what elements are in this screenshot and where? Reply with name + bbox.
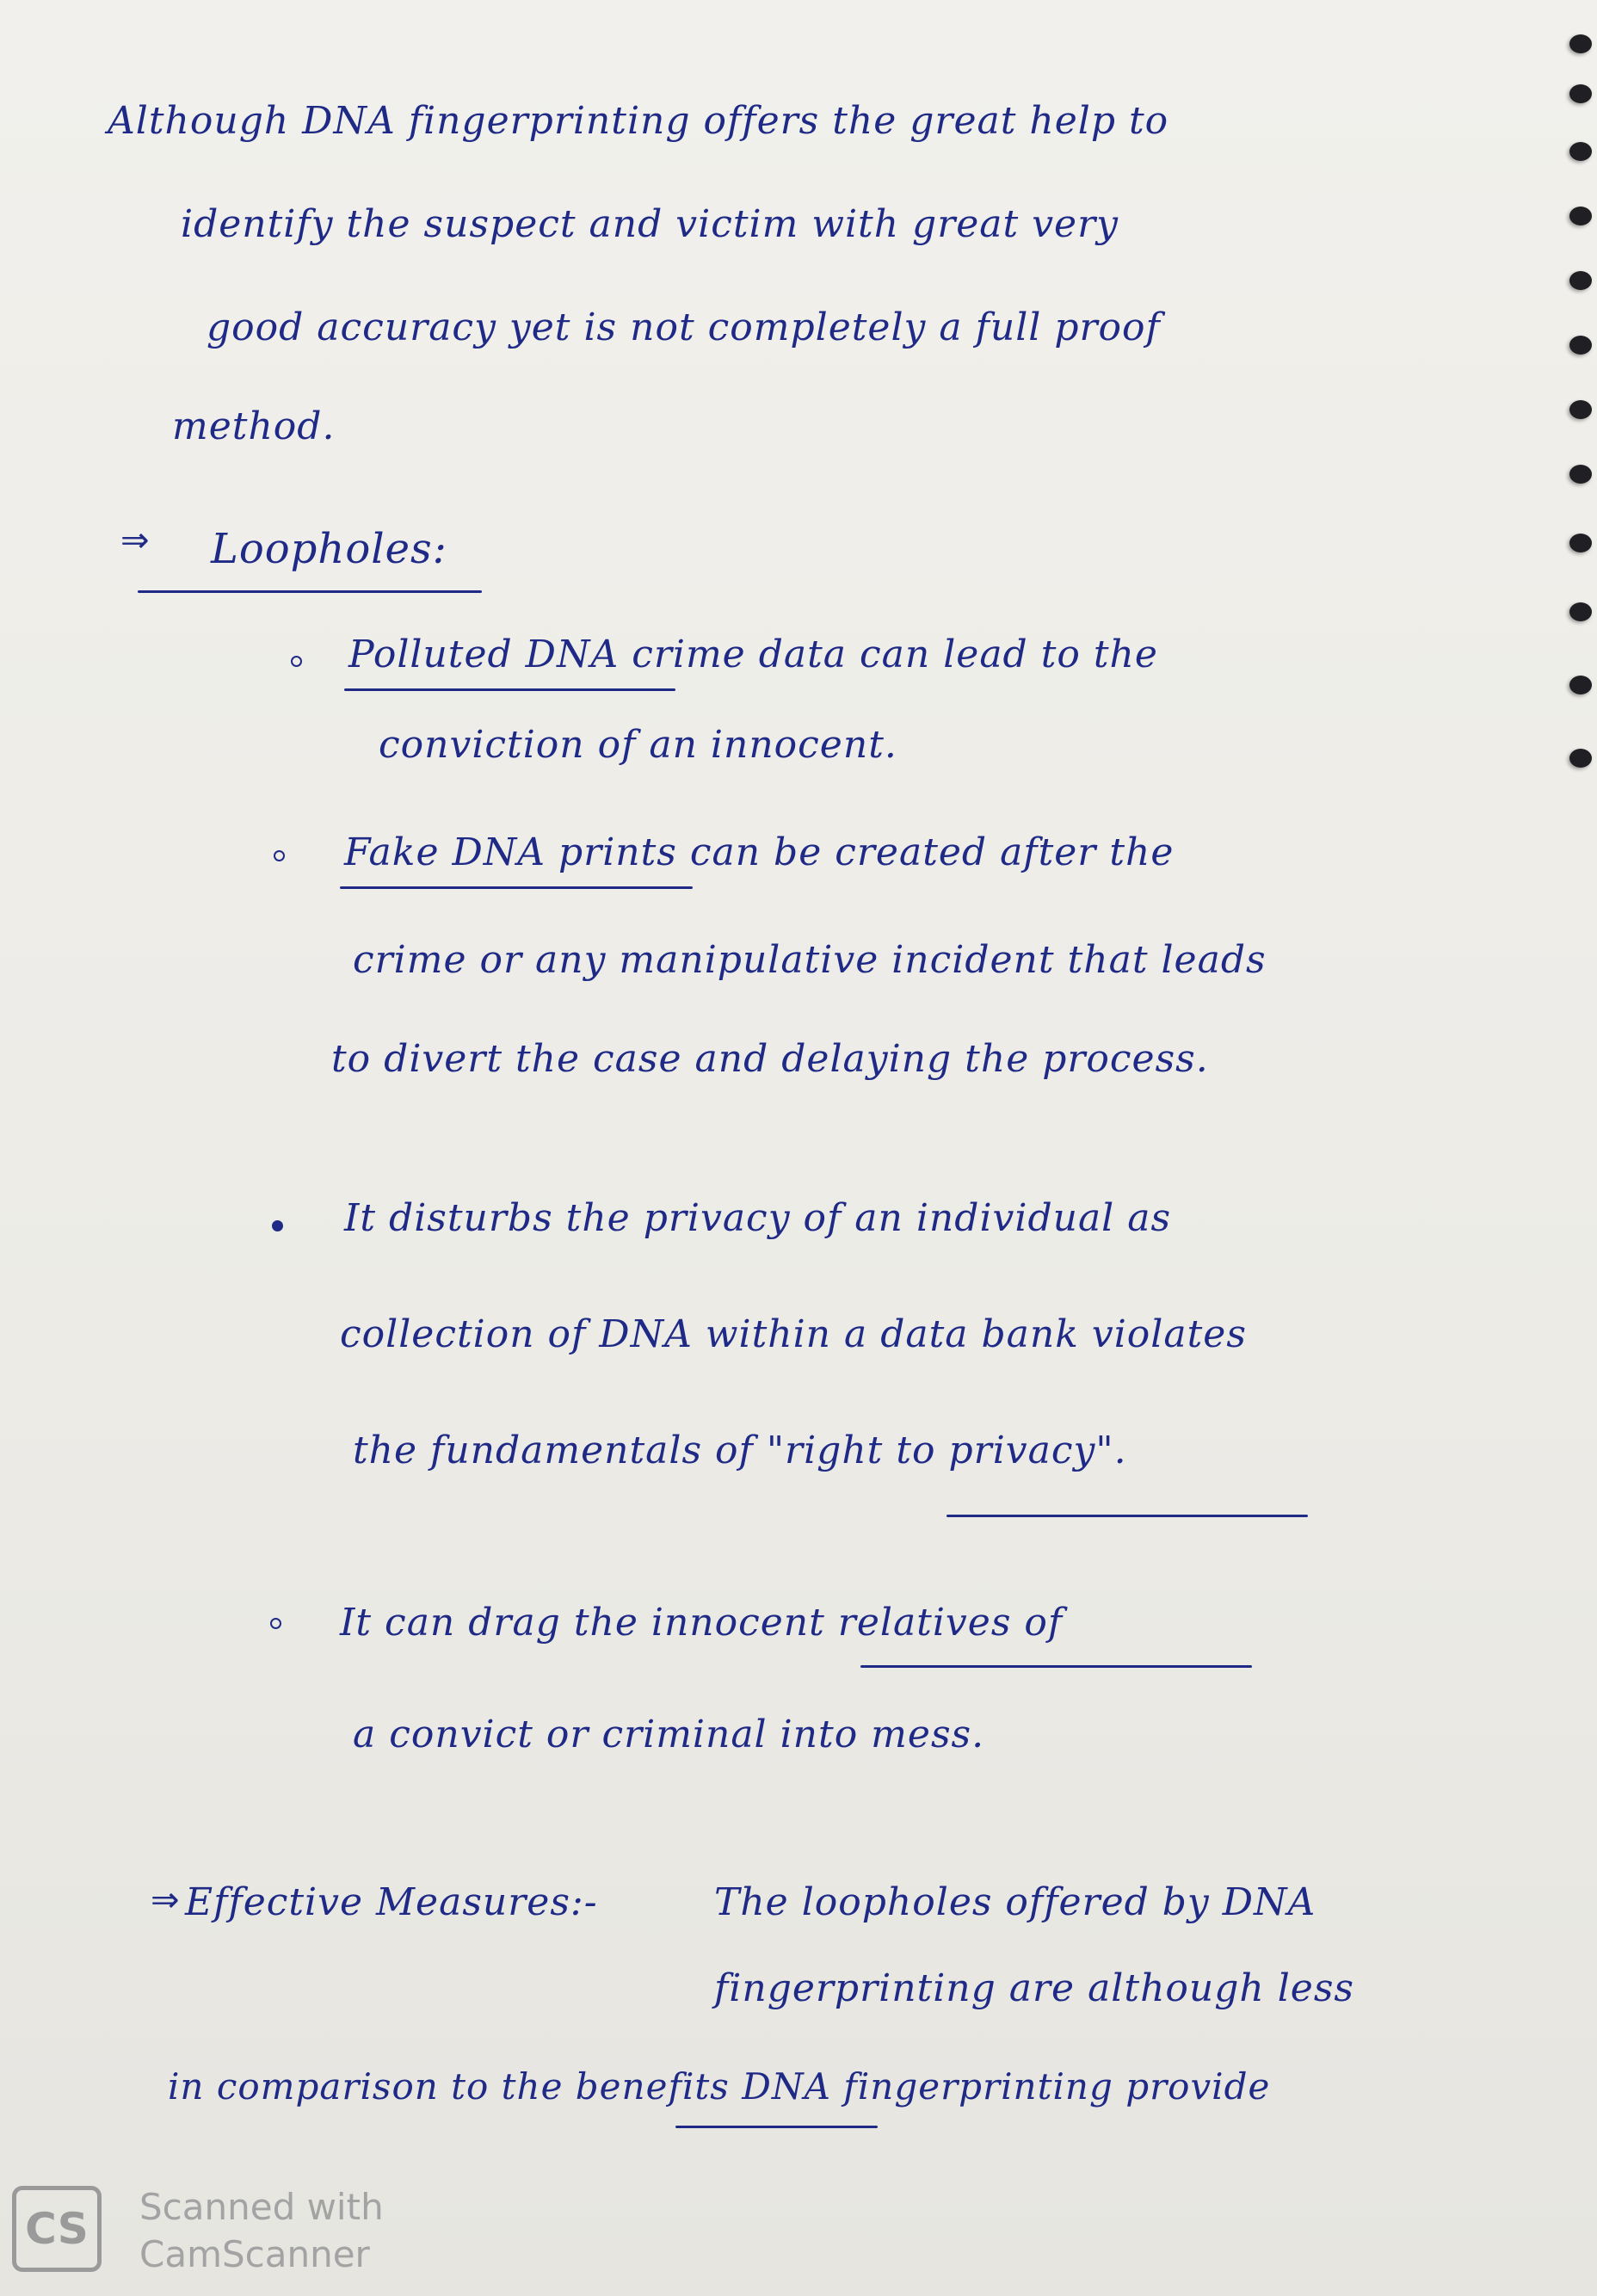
loopholes-heading: Loopholes: (211, 525, 447, 573)
binder-holes (1554, 34, 1597, 1756)
intro-line-4: method. (172, 404, 336, 448)
intro-line-1: Although DNA fingerprinting offers the great help to (108, 99, 1169, 143)
loophole-2-line-3: to divert the case and delaying the process. (331, 1037, 1209, 1081)
camscanner-logo-icon: CS (12, 2186, 102, 2272)
measures-line-2: fingerprinting are although less (714, 1966, 1354, 2010)
underline (344, 688, 675, 691)
heading-arrow-icon: ⇒ (120, 521, 150, 560)
intro-line-2: identify the suspect and victim with great very (181, 202, 1119, 246)
loophole-2-line-1: Fake DNA prints can be created after the (344, 830, 1175, 874)
measures-line-1: The loopholes offered by DNA (714, 1880, 1316, 1924)
loophole-1-line-2: conviction of an innocent. (379, 723, 897, 767)
underline (860, 1665, 1252, 1668)
loophole-2-line-2: crime or any manipulative incident that leads (353, 938, 1267, 982)
loophole-4-line-2: a convict or criminal into mess. (353, 1713, 985, 1756)
bullet-icon (270, 1618, 281, 1629)
loophole-3-line-1: It disturbs the privacy of an individual as (344, 1196, 1172, 1240)
loophole-1-line-1: Polluted DNA crime data can lead to the (348, 633, 1158, 676)
underline (946, 1515, 1308, 1517)
measures-line-3: in comparison to the benefits DNA fingerprinting provide (168, 2065, 1271, 2108)
bullet-icon (274, 850, 285, 861)
bullet-icon (291, 656, 302, 667)
intro-line-3: good accuracy yet is not completely a full proof (207, 306, 1161, 349)
heading-arrow-icon: ⇒ (151, 1880, 180, 1920)
underline (675, 2126, 878, 2128)
camscanner-watermark (12, 2186, 416, 2281)
watermark-line-1: Scanned with (139, 2186, 384, 2228)
heading-underline (138, 590, 482, 593)
loophole-4-line-1: It can drag the innocent relatives of (340, 1601, 1064, 1645)
measures-heading: Effective Measures:- (185, 1880, 598, 1924)
loophole-3-line-3: the fundamentals of "right to privacy". (353, 1429, 1127, 1472)
underline (340, 886, 693, 889)
watermark-line-2: CamScanner (139, 2233, 370, 2275)
bullet-icon (272, 1220, 283, 1231)
loophole-3-line-2: collection of DNA within a data bank violates (340, 1312, 1247, 1356)
